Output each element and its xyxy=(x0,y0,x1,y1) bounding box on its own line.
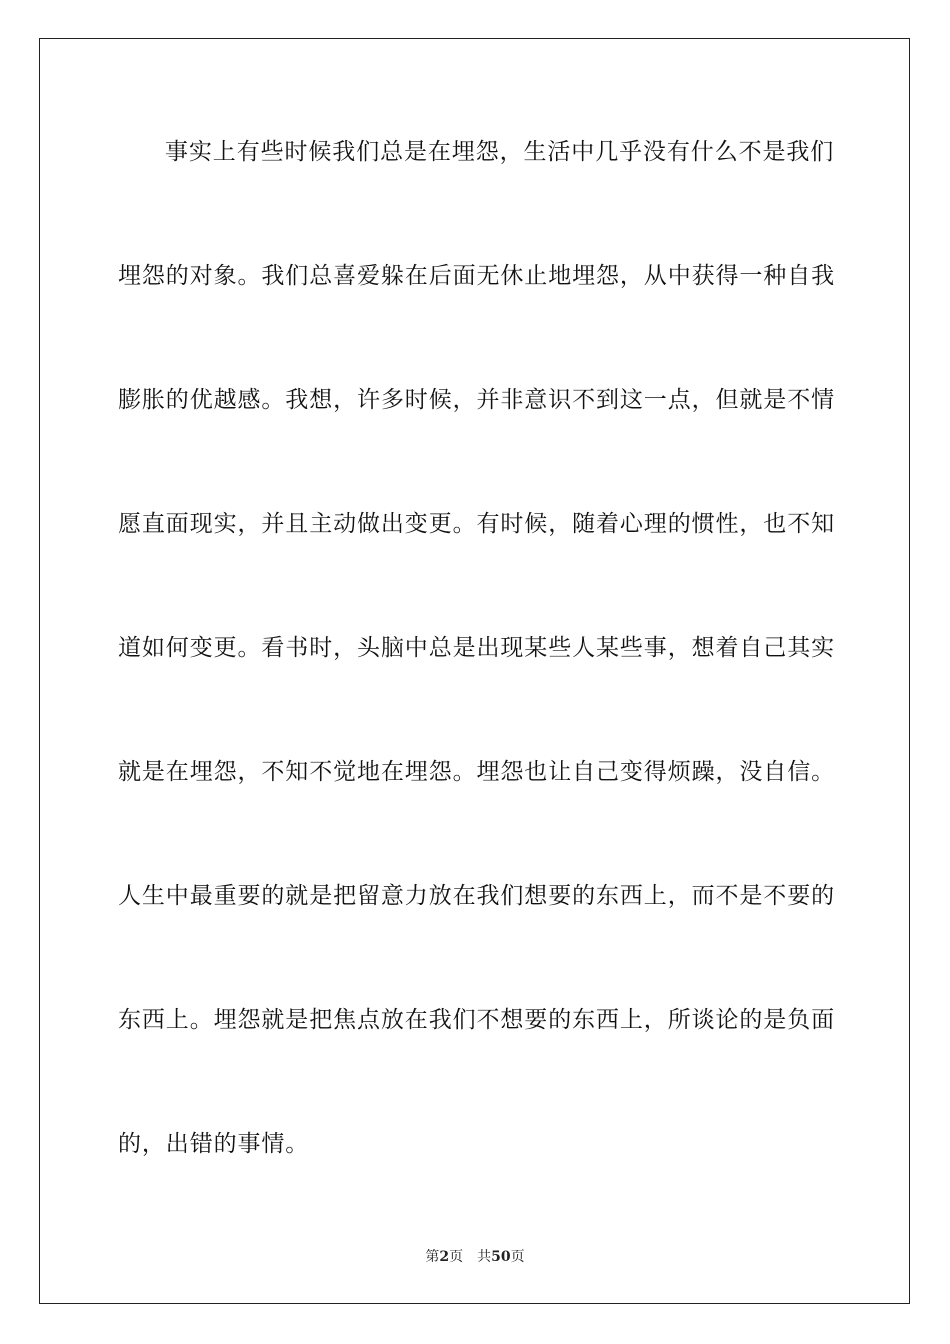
page-prefix: 第 xyxy=(425,1249,440,1265)
page-footer xyxy=(0,1248,950,1266)
paragraph-line-8: 东西上。埋怨就是把焦点放在我们不想要的东西上，所谈论的是负面 xyxy=(118,1007,835,1033)
paragraph-line-9: 的，出错的事情。 xyxy=(118,1131,310,1157)
paragraph-line-6: 就是在埋怨，不知不觉地在埋怨。埋怨也让自己变得烦躁，没自信。 xyxy=(118,759,835,785)
paragraph-line-3: 膨胀的优越感。我想，许多时候，并非意识不到这一点，但就是不情 xyxy=(118,387,835,413)
total-pages: 50 xyxy=(491,1249,511,1265)
page-suffix: 页 xyxy=(449,1249,464,1265)
paragraph-line-2: 埋怨的对象。我们总喜爱躲在后面无休止地埋怨，从中获得一种自我 xyxy=(118,263,835,289)
page-border xyxy=(39,38,910,1304)
total-prefix: 共 xyxy=(477,1249,492,1265)
paragraph-line-5: 道如何变更。看书时，头脑中总是出现某些人某些事，想着自己其实 xyxy=(118,635,835,661)
paragraph-line-1: 事实上有些时候我们总是在埋怨，生活中几乎没有什么不是我们 xyxy=(165,139,835,165)
paragraph-line-7: 人生中最重要的就是把留意力放在我们想要的东西上，而不是不要的 xyxy=(118,883,835,909)
page-number: 2 xyxy=(439,1249,450,1265)
paragraph-line-4: 愿直面现实，并且主动做出变更。有时候，随着心理的惯性，也不知 xyxy=(118,511,835,537)
total-suffix: 页 xyxy=(510,1249,525,1265)
